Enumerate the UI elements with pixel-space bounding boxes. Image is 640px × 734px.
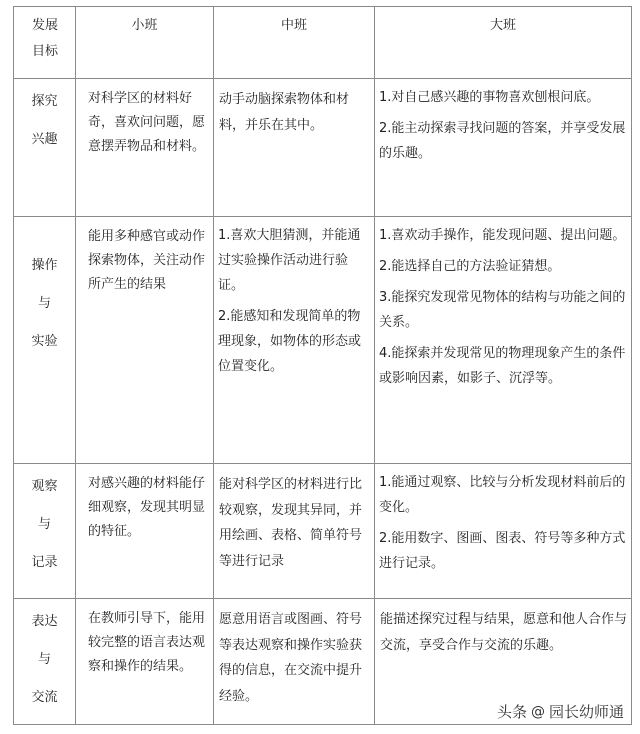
header-small-class: 小班 (131, 18, 158, 33)
goal-label: 观察 与 记录 (31, 479, 58, 570)
middle-class-cell (214, 217, 375, 464)
middle-class-text: 动手动脑探索物体和材料，并乐在其中。 (219, 92, 350, 133)
large-class-item: 3.能探究发现常见物体的结构与功能之间的关系。 (379, 290, 626, 330)
header-middle-class: 中班 (280, 18, 307, 33)
small-class-text: 对感兴趣的材料能仔细观察，发现其明显的特征。 (88, 476, 206, 539)
middle-class-cell (214, 464, 375, 599)
header-small-cell (76, 7, 214, 79)
large-class-item: 1.喜欢动手操作，能发现问题、提出问题。 (379, 228, 626, 243)
small-class-text: 能用多种感官或动作探索物体，关注动作所产生的结果 (88, 229, 206, 292)
header-row (14, 7, 632, 79)
goal-label: 探究 兴趣 (31, 94, 58, 147)
large-class-cell (375, 79, 632, 217)
header-middle-cell (214, 7, 375, 79)
small-class-cell (76, 599, 214, 725)
middle-class-cell (214, 599, 375, 725)
large-class-item: 1.对自己感兴趣的事物喜欢刨根问底。 (379, 90, 600, 105)
table-row (14, 464, 632, 599)
goal-cell (14, 599, 76, 725)
header-large-class: 大班 (489, 18, 516, 33)
small-class-text: 在教师引导下，能用较完整的语言表达观察和操作的结果。 (88, 611, 206, 674)
middle-class-item: 2.能感知和发现简单的物理现象，如物体的形态或位置变化。 (218, 309, 362, 374)
header-goal: 发展目标 (31, 18, 58, 59)
watermark-prefix: 头条 (496, 703, 527, 721)
goal-label: 表达 与 交流 (31, 614, 58, 705)
table-row (14, 217, 632, 464)
large-class-cell (375, 464, 632, 599)
watermark-account: 园长幼师通 (548, 703, 624, 721)
goal-cell (14, 464, 76, 599)
header-goal-cell (14, 7, 76, 79)
middle-class-item: 1.喜欢大胆猜测，并能通过实验操作活动进行验证。 (218, 228, 361, 293)
middle-class-text: 愿意用语言或图画、符号等表达观察和操作实验获得的信息，在交流中提升经验。 (219, 612, 363, 704)
goal-cell (14, 79, 76, 217)
small-class-cell (76, 464, 214, 599)
large-class-text: 能描述探究过程与结果，愿意和他人合作与交流，享受合作与交流的乐趣。 (380, 612, 628, 653)
table-row (14, 79, 632, 217)
large-class-cell (375, 217, 632, 464)
middle-class-cell (214, 79, 375, 217)
middle-class-text: 能对科学区的材料进行比较观察，发现其异同，并用绘画、表格、简单符号等进行记录 (219, 477, 363, 569)
goal-label: 操作 与 实验 (31, 258, 58, 349)
small-class-cell (76, 217, 214, 464)
watermark (497, 701, 624, 722)
large-class-item: 2.能用数字、图画、图表、符号等多种方式进行记录。 (379, 531, 626, 571)
header-large-cell (375, 7, 632, 79)
small-class-cell (76, 79, 214, 217)
large-class-item: 2.能主动探索寻找问题的答案，并享受发展的乐趣。 (379, 121, 626, 161)
large-class-item: 1.能通过观察、比较与分析发现材料前后的变化。 (379, 475, 626, 515)
large-class-item: 2.能选择自己的方法验证猜想。 (379, 259, 561, 274)
large-class-item: 4.能探索并发现常见的物理现象产生的条件或影响因素，如影子、沉浮等。 (379, 346, 626, 386)
development-goals-table (13, 6, 632, 725)
small-class-text: 对科学区的材料好奇，喜欢问问题，愿意摆弄物品和材料。 (88, 91, 206, 154)
goal-cell (14, 217, 76, 464)
at-icon: @ (530, 703, 545, 720)
